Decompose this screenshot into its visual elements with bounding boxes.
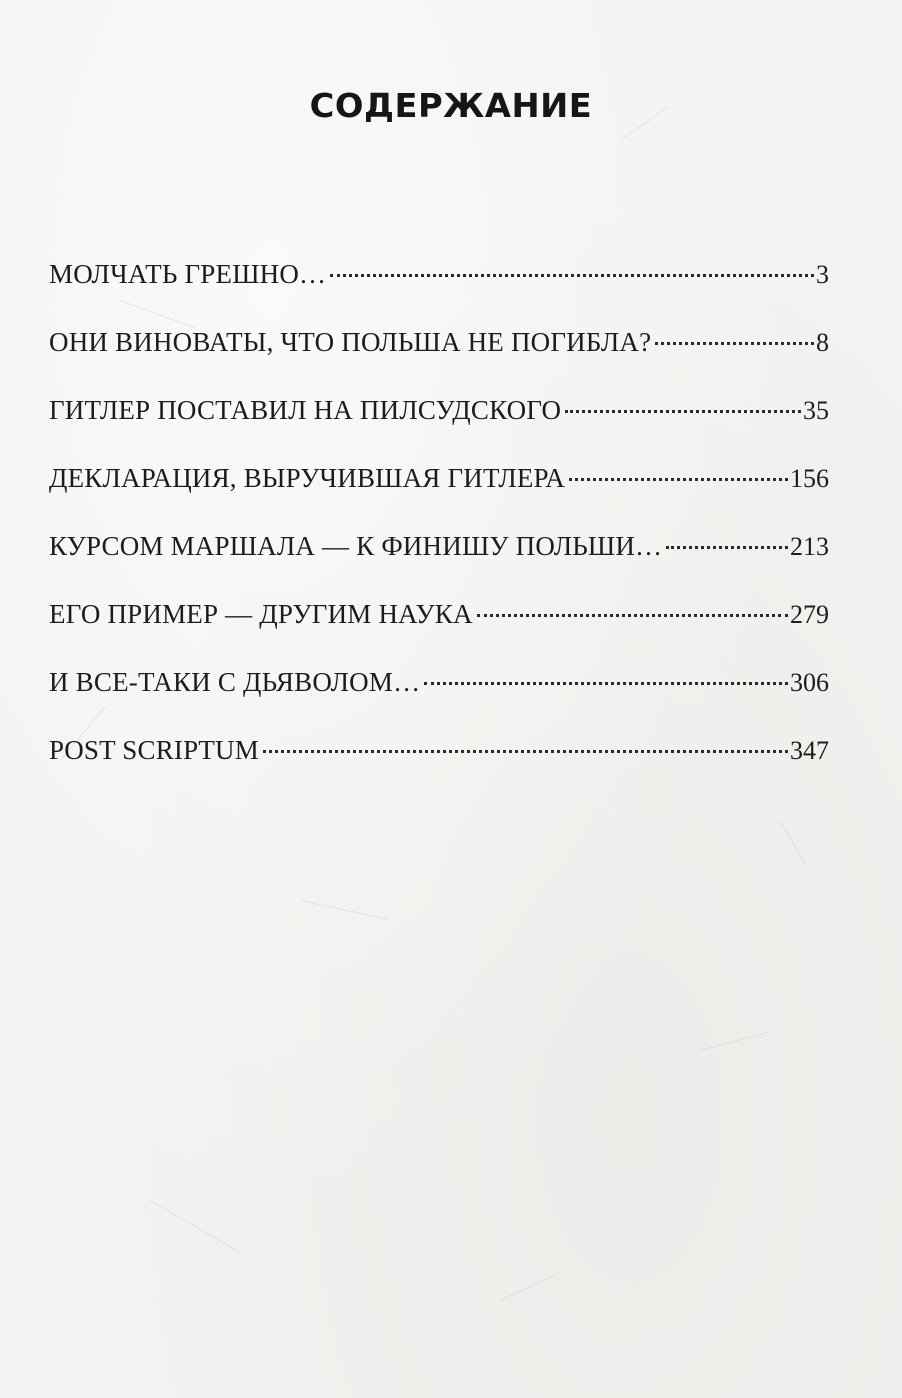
paper-fiber	[500, 1275, 555, 1301]
toc-entry[interactable]	[49, 456, 829, 500]
toc-entry[interactable]	[49, 388, 829, 432]
toc-entry-title: ОНИ ВИНОВАТЫ, ЧТО ПОЛЬША НЕ ПОГИБЛА?	[49, 327, 652, 357]
toc-entry-page: 306	[790, 668, 829, 697]
toc-entry[interactable]	[49, 728, 829, 772]
toc-dot-leader	[330, 274, 814, 277]
toc-entry-page: 347	[790, 736, 829, 765]
toc-dot-leader	[263, 750, 788, 753]
toc-dot-leader	[565, 410, 801, 413]
toc-dot-leader	[424, 682, 788, 685]
toc-entry-page: 35	[803, 396, 829, 425]
toc-entry[interactable]	[49, 252, 829, 296]
paper-fiber	[700, 1032, 768, 1051]
toc-entry-title: POST SCRIPTUM	[49, 735, 259, 765]
paper-fiber	[150, 1200, 237, 1251]
toc-entry-page: 156	[790, 464, 829, 493]
toc-entry-title: ДЕКЛАРАЦИЯ, ВЫРУЧИВШАЯ ГИТЛЕРА	[49, 463, 565, 493]
toc-entry-title: ЕГО ПРИМЕР — ДРУГИМ НАУКА	[49, 599, 473, 629]
toc-entry-page: 3	[816, 260, 829, 289]
toc-entry-title: И ВСЕ-ТАКИ С ДЬЯВОЛОМ…	[49, 667, 421, 697]
toc-entry-page: 213	[790, 532, 829, 561]
toc-dot-leader	[477, 614, 788, 617]
toc-entry[interactable]	[49, 524, 829, 568]
page-title: СОДЕРЖАНИЕ	[309, 86, 593, 125]
toc-entry[interactable]	[49, 320, 829, 364]
toc-entry-page: 8	[816, 328, 829, 357]
toc-dot-leader	[666, 546, 788, 549]
toc-entry-page: 279	[790, 600, 829, 629]
toc-entry-title: ГИТЛЕР ПОСТАВИЛ НА ПИЛСУДСКОГО	[49, 395, 562, 425]
toc-entry[interactable]	[49, 660, 829, 704]
toc-entry[interactable]	[49, 592, 829, 636]
toc-dot-leader	[569, 478, 788, 481]
paper-fiber	[300, 900, 388, 920]
toc-entry-title: МОЛЧАТЬ ГРЕШНО…	[49, 259, 327, 289]
toc-dot-leader	[655, 342, 814, 345]
paper-fiber	[780, 820, 806, 864]
toc-entry-title: КУРСОМ МАРШАЛА — К ФИНИШУ ПОЛЬШИ…	[49, 531, 663, 561]
